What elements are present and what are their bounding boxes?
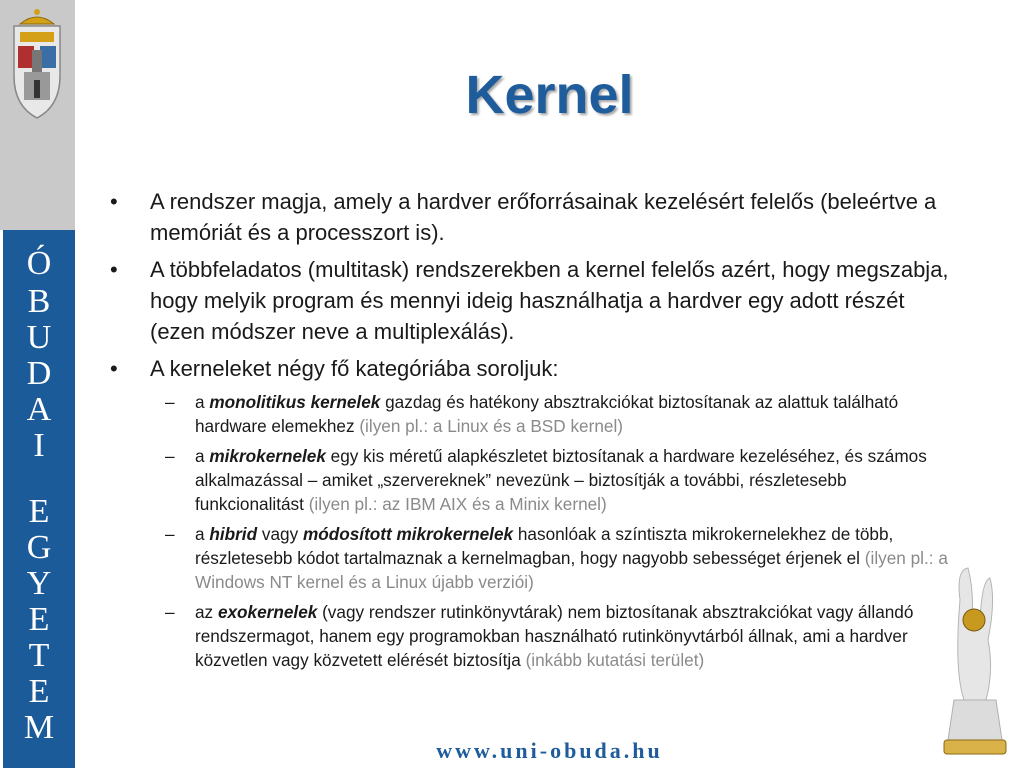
sidebar-letter: B [27,283,51,320]
sub-bullet-prefix: a [195,392,210,412]
bullet-item [110,254,955,347]
sidebar-letter: E [28,493,50,530]
slide-title: Kernel [465,65,634,125]
dash-icon: – [165,602,175,622]
sub-bullet-term: mikrokernelek [209,446,326,466]
sub-bullet-text: (vagy rendszer rutinkönyvtárak) nem biztosítanak absztrakciókat vagy állandó rendszermagot, hanem egy programokban használható rutinkönyvtárból állnak, ami a hardver közvetlen vagy közvetett elérését biztosítja [195,602,914,670]
sub-bullet-text: hasonlóak a színtiszta mikrokernelekhez de több, részletesebb kódot tartalmaznak a kernelmagban, hogy nagyobb sebességet érjenek el [195,524,894,568]
sidebar-letter: E [28,673,50,710]
bullet-text: A rendszer magja, amely a hardver erőforrásainak kezelésért felelős (beleértve a memóriát és a processzort is). [150,189,937,245]
sub-bullet-example: (ilyen pl.: a Windows NT kernel és a Linux újabb verziói) [195,548,948,592]
sub-bullet-prefix: a [195,524,210,544]
sidebar-letter: A [26,391,52,428]
sub-bullet-term: monolitikus kernelek [209,392,381,412]
sidebar [0,0,75,768]
sidebar-letter: I [33,427,45,464]
sub-bullet-prefix: a [195,446,210,466]
sub-bullet-example: (ilyen pl.: az IBM AIX és a Minix kernel) [308,494,607,514]
bullet-text: A kerneleket négy fő kategóriába soroljuk: [150,356,559,381]
award-statue-icon [930,560,1020,760]
sub-bullet-term: hibrid [209,524,258,544]
bullet-icon: • [110,257,118,282]
bullet-item [110,353,955,384]
university-name-panel [0,230,75,768]
dash-icon: – [165,446,175,466]
sub-bullet-item [110,444,955,516]
university-crest-icon [6,6,68,124]
bullet-item [110,186,955,248]
sub-bullet-item [110,600,955,672]
sub-bullet-example: (inkább kutatási terület) [525,650,705,670]
sub-bullet-term: exokernelek [217,602,318,622]
sub-bullet-term: módosított mikrokernelek [302,524,514,544]
dash-icon: – [165,392,175,412]
bullet-text: A többfeladatos (multitask) rendszerekben a kernel felelős azért, hogy megszabja, hogy melyik program és mennyi ideig használhatja a hardver egy adott részét (ezen módszer neve a multiplexálás). [150,257,949,344]
bullet-icon: • [110,356,118,381]
sub-bullet-text: gazdag és hatékony absztrakciókat biztosítanak az alattuk található hardware elemekhez [195,392,899,436]
sidebar-letter: U [26,319,52,356]
sidebar-letter: Ó [26,245,52,282]
sub-bullet-item [110,522,955,594]
sidebar-letter: M [23,709,55,746]
bullet-icon: • [110,189,118,214]
sub-bullet-prefix: az [195,602,218,622]
slide-content [110,186,955,678]
sub-bullet-connector: vagy [257,524,303,544]
sidebar-letter: T [28,637,50,674]
sidebar-letter: E [28,601,50,638]
sub-bullet-example: (ilyen pl.: a Linux és a BSD kernel) [359,416,623,436]
crest-panel [0,0,75,230]
sidebar-letter: Y [26,565,52,602]
university-url-link[interactable]: www.uni-obuda.hu [436,738,663,763]
sub-bullet-text: egy kis méretű alapkészletet biztosítanak a hardware kezeléséhez, és számos alkalmazással – amiket „szervereknek” nevezünk – biztosítják a további, részletesebb funkcionalitást [195,446,927,514]
sidebar-letter: D [26,355,52,392]
sidebar-letter: G [26,529,52,566]
dash-icon: – [165,524,175,544]
sub-bullet-item [110,390,955,438]
